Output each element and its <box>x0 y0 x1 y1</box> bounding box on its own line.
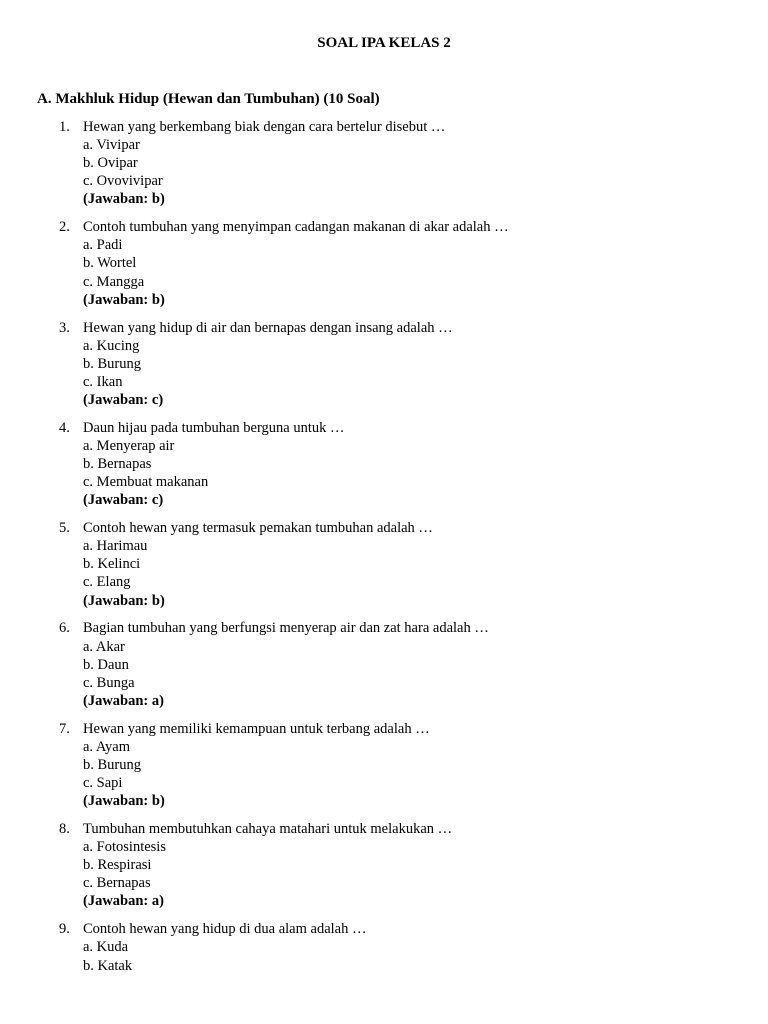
question-item <box>0 419 768 519</box>
question-item <box>0 319 768 419</box>
answer-option: a. Menyerap air <box>83 437 175 454</box>
question-text: Contoh hewan yang termasuk pemakan tumbuhan adalah … <box>83 520 433 537</box>
answer-option: c. Bernapas <box>83 875 151 892</box>
question-number: 8. <box>59 821 70 838</box>
answer-option: b. Daun <box>83 656 129 673</box>
question-body <box>83 720 728 810</box>
question-number: 6. <box>59 620 70 637</box>
answer-key: (Jawaban: a) <box>83 692 164 709</box>
answer-option: b. Bernapas <box>83 456 152 473</box>
answer-option: c. Bunga <box>83 674 135 691</box>
question-body <box>83 218 728 308</box>
question-list <box>0 118 768 1021</box>
answer-option: a. Fotosintesis <box>83 839 166 856</box>
question-body <box>83 419 728 509</box>
answer-option: c. Elang <box>83 574 131 591</box>
question-number: 9. <box>59 921 70 938</box>
question-number: 7. <box>59 720 70 737</box>
answer-option: c. Membuat makanan <box>83 474 209 491</box>
question-item <box>0 619 768 719</box>
answer-option: b. Burung <box>83 756 141 773</box>
question-number: 1. <box>59 119 70 135</box>
answer-option: b. Kelinci <box>83 556 141 573</box>
question-text: Tumbuhan membutuhkan cahaya matahari untuk melakukan … <box>83 821 453 838</box>
answer-option: a. Kuda <box>83 939 129 956</box>
question-text: Hewan yang memiliki kemampuan untuk terbang adalah … <box>83 720 430 737</box>
question-body <box>83 920 728 974</box>
answer-key: (Jawaban: b) <box>83 291 165 308</box>
answer-option: a. Ayam <box>83 738 130 755</box>
question-text: Contoh tumbuhan yang menyimpan cadangan makanan di akar adalah … <box>83 219 509 236</box>
answer-option: a. Akar <box>83 638 125 655</box>
answer-key: (Jawaban: a) <box>83 893 164 910</box>
question-text: Hewan yang berkembang biak dengan cara bertelur disebut … <box>83 119 446 135</box>
answer-key: (Jawaban: b) <box>83 592 165 609</box>
answer-option: c. Ikan <box>83 373 123 390</box>
question-text: Contoh hewan yang hidup di dua alam adalah … <box>83 921 367 938</box>
question-body <box>83 619 728 709</box>
answer-option: c. Sapi <box>83 775 123 792</box>
answer-option: a. Padi <box>83 237 123 254</box>
answer-option: a. Kucing <box>83 337 140 354</box>
answer-key: (Jawaban: c) <box>83 492 164 509</box>
question-item <box>0 118 768 218</box>
answer-option: b. Katak <box>83 957 133 974</box>
question-body <box>83 820 728 910</box>
question-item <box>0 218 768 318</box>
question-number: 2. <box>59 219 70 236</box>
question-number: 5. <box>59 520 70 537</box>
question-number: 4. <box>59 419 70 436</box>
question-item <box>0 720 768 820</box>
question-item <box>0 920 768 1020</box>
answer-key: (Jawaban: b) <box>83 793 165 810</box>
question-body <box>83 519 728 609</box>
question-body <box>83 118 728 208</box>
answer-option: c. Ovovivipar <box>83 173 163 190</box>
question-text: Daun hijau pada tumbuhan berguna untuk … <box>83 419 345 436</box>
answer-option: a. Vivipar <box>83 137 140 154</box>
question-body <box>83 319 728 409</box>
answer-option: b. Ovipar <box>83 155 138 172</box>
answer-key: (Jawaban: c) <box>83 391 164 408</box>
answer-option: b. Respirasi <box>83 857 152 874</box>
question-text: Hewan yang hidup di air dan bernapas dengan insang adalah … <box>83 319 453 336</box>
answer-option: b. Wortel <box>83 255 137 272</box>
question-text: Bagian tumbuhan yang berfungsi menyerap air dan zat hara adalah … <box>83 620 489 637</box>
question-item <box>0 519 768 619</box>
section-heading: A. Makhluk Hidup (Hewan dan Tumbuhan) (10 Soal) <box>37 91 380 107</box>
question-number: 3. <box>59 319 70 336</box>
answer-option: a. Harimau <box>83 538 148 555</box>
answer-option: c. Mangga <box>83 273 145 290</box>
question-item <box>0 820 768 920</box>
answer-key: (Jawaban: b) <box>83 191 165 208</box>
document-title: SOAL IPA KELAS 2 <box>317 35 451 51</box>
answer-option: b. Burung <box>83 355 141 372</box>
